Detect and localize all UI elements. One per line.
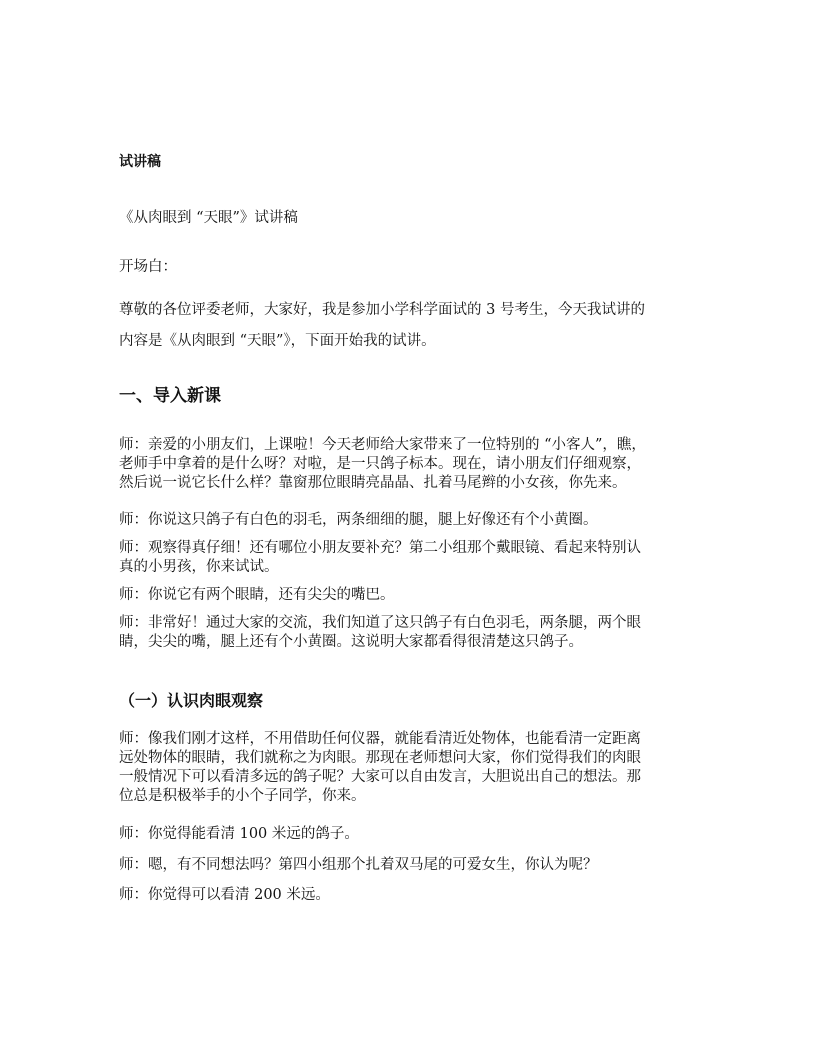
intro-line: 内容是《从肉眼到 “天眼”》，下面开始我的试讲。 xyxy=(119,333,436,349)
paragraph-line: 师：观察得真仔细！还有哪位小朋友要补充？第二小组那个戴眼镜、看起来特别认 xyxy=(119,540,641,556)
paragraph-line: 远处物体的眼睛，我们就称之为肉眼。那现在老师想问大家，你们觉得我们的肉眼 xyxy=(119,750,641,766)
document-title: 试讲稿 xyxy=(119,154,161,170)
paragraph-line: 然后说一说它长什么样？靠窗那位眼睛亮晶晶、扎着马尾辫的小女孩，你先来。 xyxy=(119,475,627,491)
section-heading-naked-eye: （一）认识肉眼观察 xyxy=(119,691,264,710)
paragraph: 师：你说这只鸽子有白色的羽毛，两条细细的腿，腿上好像还有个小黄圈。 xyxy=(119,512,598,528)
lecture-title: 《从肉眼到 “天眼”》试讲稿 xyxy=(119,210,298,226)
paragraph: 师：嗯，有不同想法吗？第四小组那个扎着双马尾的可爱女生，你认为呢？ xyxy=(119,857,598,873)
paragraph: 师：你觉得可以看清 200 米远。 xyxy=(119,887,330,903)
paragraph-line: 老师手中拿着的是什么呀？对啦，是一只鸽子标本。现在，请小朋友们仔细观察， xyxy=(119,456,641,472)
opening-label: 开场白： xyxy=(119,259,177,275)
paragraph-line: 睛，尖尖的嘴，腿上还有个小黄圈。这说明大家都看得很清楚这只鸽子。 xyxy=(119,634,583,650)
paragraph xyxy=(119,614,701,652)
paragraph-line: 师：亲爱的小朋友们，上课啦！今天老师给大家带来了一位特别的 “小客人”，瞧， xyxy=(119,437,646,453)
paragraph xyxy=(119,436,701,493)
paragraph-line: 位总是积极举手的小个子同学，你来。 xyxy=(119,788,366,804)
paragraph: 师：你觉得能看清 100 米远的鸽子。 xyxy=(119,826,359,842)
intro-line: 尊敬的各位评委老师，大家好，我是参加小学科学面试的 3 号考生，今天我试讲的 xyxy=(119,302,645,318)
paragraph-line: 一般情况下可以看清多远的鸽子呢？大家可以自由发言，大胆说出自己的想法。那 xyxy=(119,769,641,785)
intro-paragraph xyxy=(119,295,701,357)
paragraph xyxy=(119,730,701,806)
paragraph: 师：你说它有两个眼睛，还有尖尖的嘴巴。 xyxy=(119,587,395,603)
paragraph-line: 师：像我们刚才这样，不用借助任何仪器，就能看清近处物体，也能看清一定距离 xyxy=(119,731,641,747)
paragraph xyxy=(119,539,701,577)
paragraph-line: 真的小男孩，你来试试。 xyxy=(119,559,279,575)
paragraph-line: 师：非常好！通过大家的交流，我们知道了这只鸽子有白色羽毛，两条腿，两个眼 xyxy=(119,615,641,631)
section-heading-intro: 一、导入新课 xyxy=(119,386,221,406)
